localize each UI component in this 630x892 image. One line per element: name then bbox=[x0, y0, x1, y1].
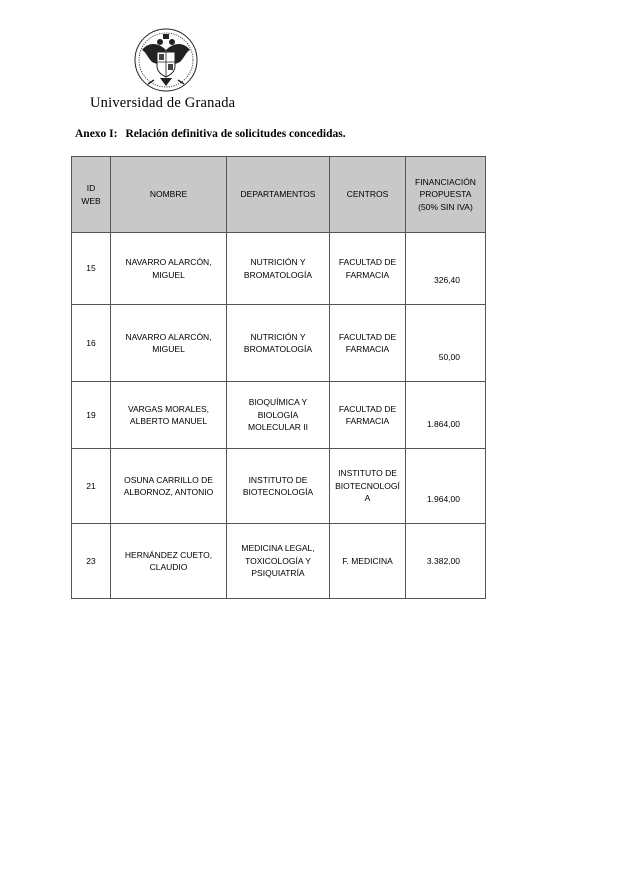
cell-departamento bbox=[227, 233, 330, 305]
cell-departamento bbox=[227, 382, 330, 449]
cell-departamento bbox=[227, 305, 330, 382]
table-row bbox=[72, 382, 486, 449]
cell-nombre bbox=[111, 382, 227, 449]
annex-label: Anexo I: bbox=[75, 128, 118, 140]
amount-value: 326,40 bbox=[434, 274, 460, 285]
cell-centro bbox=[330, 233, 406, 305]
header-fin-line2: PROPUESTA bbox=[419, 189, 472, 200]
cell-centro bbox=[330, 305, 406, 382]
cell-line: BIOTECNOLOGÍ bbox=[335, 480, 400, 491]
cell-line: NUTRICIÓN Y bbox=[250, 331, 306, 342]
table-row bbox=[72, 449, 486, 524]
cell-line: TOXICOLOGÍA Y bbox=[245, 555, 311, 566]
cell-line: HERNÁNDEZ CUETO, bbox=[124, 549, 213, 560]
cell-line: FACULTAD DE bbox=[338, 403, 397, 414]
amount-value: 1.864,00 bbox=[426, 418, 460, 429]
cell-line: NAVARRO ALARCÓN, bbox=[125, 257, 212, 267]
cell-line: BIOLOGÍA bbox=[257, 409, 299, 420]
cell-id: 16 bbox=[72, 305, 111, 382]
cell-line: FACULTAD DE bbox=[338, 331, 397, 342]
cell-line: FARMACIA bbox=[345, 344, 390, 354]
cell-line: NAVARRO ALARCÓN, bbox=[125, 331, 212, 342]
cell-departamento bbox=[227, 524, 330, 599]
amount-value: 3.382,00 bbox=[426, 555, 460, 566]
cell-id: 15 bbox=[72, 233, 111, 305]
annex-title: Relación definitiva de solicitudes concedidas. bbox=[125, 128, 346, 140]
cell-line: BROMATOLOGÍA bbox=[243, 269, 313, 280]
grants-table bbox=[71, 156, 486, 599]
cell-line: BIOTECNOLOGÍA bbox=[242, 487, 314, 497]
cell-nombre bbox=[111, 233, 227, 305]
cell-id: 23 bbox=[72, 524, 111, 599]
annex-heading bbox=[75, 128, 346, 140]
cell-line: FACULTAD DE bbox=[338, 257, 397, 267]
cell-line: ALBERTO MANUEL bbox=[129, 416, 208, 426]
table-header-row bbox=[72, 157, 486, 233]
cell-centro bbox=[330, 382, 406, 449]
cell-financiacion bbox=[406, 449, 486, 524]
header-centros: CENTROS bbox=[330, 157, 406, 233]
cell-centro bbox=[330, 449, 406, 524]
cell-line: MIGUEL bbox=[152, 269, 185, 280]
cell-line: OSUNA CARRILLO DE bbox=[124, 474, 213, 485]
header-nombre: NOMBRE bbox=[111, 157, 227, 233]
cell-financiacion bbox=[406, 382, 486, 449]
cell-id: 21 bbox=[72, 449, 111, 524]
header-id-web bbox=[72, 157, 111, 233]
cell-line: MEDICINA LEGAL, bbox=[241, 543, 315, 554]
header-departamentos: DEPARTAMENTOS bbox=[227, 157, 330, 233]
cell-centro bbox=[330, 524, 406, 599]
cell-line: INSTITUTO DE bbox=[248, 474, 308, 485]
table-row bbox=[72, 305, 486, 382]
cell-line: MOLECULAR II bbox=[248, 422, 308, 433]
header-fin-line1: FINANCIACIÓN bbox=[415, 176, 476, 187]
table-row bbox=[72, 233, 486, 305]
amount-value: 1.964,00 bbox=[426, 493, 460, 504]
cell-departamento bbox=[227, 449, 330, 524]
cell-nombre bbox=[111, 524, 227, 599]
cell-line: INSTITUTO DE bbox=[338, 468, 397, 479]
cell-line: VARGAS MORALES, bbox=[127, 403, 210, 414]
cell-line: ALBORNOZ, ANTONIO bbox=[123, 487, 214, 497]
cell-line: PSIQUIATRÍA bbox=[251, 568, 305, 579]
cell-nombre bbox=[111, 305, 227, 382]
header-financiacion bbox=[406, 157, 486, 233]
header-web-line: WEB bbox=[81, 195, 101, 206]
cell-line: A bbox=[364, 493, 371, 504]
cell-line: NUTRICIÓN Y bbox=[250, 257, 306, 267]
header-fin-line3: (50% SIN IVA) bbox=[418, 201, 473, 212]
cell-financiacion bbox=[406, 524, 486, 599]
cell-nombre bbox=[111, 449, 227, 524]
cell-line: F. MEDICINA bbox=[342, 555, 393, 566]
cell-line: CLAUDIO bbox=[149, 562, 188, 572]
cell-id: 19 bbox=[72, 382, 111, 449]
amount-value: 50,00 bbox=[438, 351, 460, 362]
university-name: Universidad de Granada bbox=[90, 95, 236, 111]
cell-financiacion bbox=[406, 305, 486, 382]
cell-line: MIGUEL bbox=[152, 344, 185, 354]
university-crest-icon bbox=[134, 28, 198, 92]
cell-line: BIOQUÍMICA Y bbox=[248, 397, 308, 408]
cell-line: BROMATOLOGÍA bbox=[243, 344, 313, 354]
cell-line: FARMACIA bbox=[345, 269, 390, 280]
cell-financiacion bbox=[406, 233, 486, 305]
table-row bbox=[72, 524, 486, 599]
cell-line: FARMACIA bbox=[345, 416, 390, 426]
header-id-line: ID bbox=[86, 183, 96, 193]
